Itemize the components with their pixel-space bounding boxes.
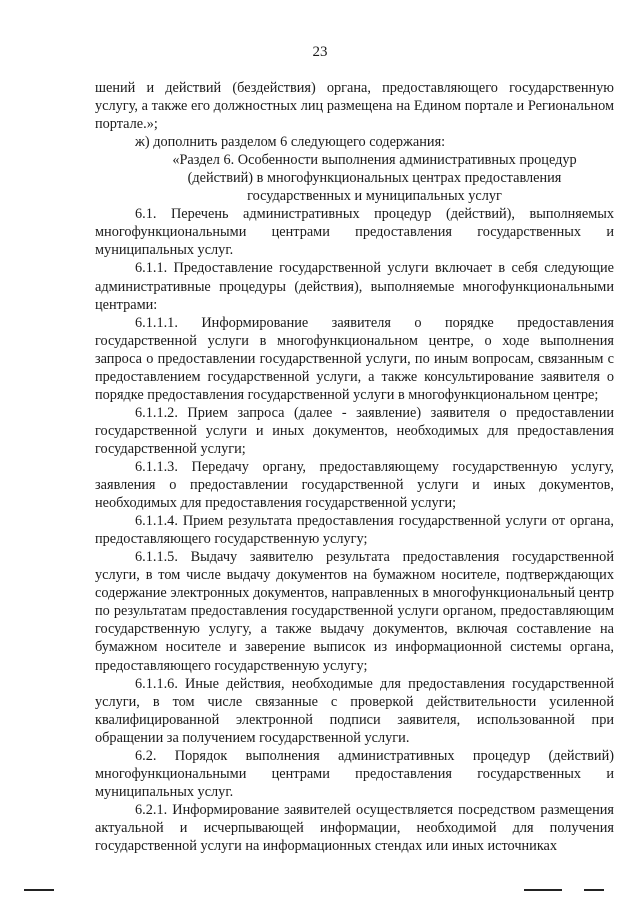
footer-mark-left [24, 889, 54, 891]
paragraph-6-1-1-3: 6.1.1.3. Передачу органу, предоставляющему государственную услугу, заявления о предоставлении государственной услуги и иных документов, необходимых для предоставления государственной услуги; [95, 458, 614, 512]
section-6-heading [95, 151, 614, 205]
paragraph-6-1-1-5: 6.1.1.5. Выдачу заявителю результата предоставления государственной услуги, в том числе выдачу документов на бумажном носителе, подтверждающих содержание электронных документов, направленных в многофункциональный центр по результатам предоставления государственной услуги органом, предоставляющим государственную услугу, а также выдачу документов, включая составление на бумажном носителе и заверение выписок из информационной системы органа, предоставляющего государственную услугу; [95, 549, 614, 674]
paragraph-6-1-1-6: 6.1.1.6. Иные действия, необходимые для предоставления государственной услуги, в том числе связанные с проверкой действительности усиленной квалифицированной электронной подписи заявителя, использованной при обращении за получением государственной услуги. [95, 675, 614, 746]
page-number: 23 [312, 44, 328, 60]
paragraph-6-1-1-1: 6.1.1.1. Информирование заявителя о порядке предоставления государственной услуги в многофункциональном центре, о ходе выполнения запроса о предоставлении государственной услуги, по иным вопросам, связанным с предоставлением государственной услуги, а также консультирование заявителя о порядке предоставления государственной услуги в многофункциональном центре; [95, 314, 614, 403]
paragraph-6-1-1-2: 6.1.1.2. Прием запроса (далее - заявление) заявителя о предоставлении государственной услуги и иных документов, необходимых для предоставления государственной услуги; [95, 404, 614, 457]
paragraph-amendment-g: ж) дополнить разделом 6 следующего содержания: [135, 134, 446, 151]
paragraph-6-1-1-4: 6.1.1.4. Прием результата предоставления государственной услуги от органа, предоставляющего государственную услугу; [95, 513, 614, 548]
paragraph-6-1-1: 6.1.1. Предоставление государственной услуги включает в себя следующие административные процедуры (действия), выполняемые многофункциональными центрами: [95, 260, 614, 313]
footer-mark-right [524, 889, 562, 891]
paragraph-6-1: 6.1. Перечень административных процедур (действий), выполняемых многофункциональными центрами предоставления государственных и муниципальных услуг. [95, 206, 614, 259]
footer-mark-right-small [584, 889, 604, 891]
section-heading-line: «Раздел 6. Особенности выполнения административных процедур [172, 152, 577, 169]
paragraph-6-2: 6.2. Порядок выполнения административных процедур (действий) многофункциональными центрами предоставления государственных и муниципальных услуг. [95, 747, 614, 800]
paragraph-6-2-1: 6.2.1. Информирование заявителей осуществляется посредством размещения актуальной и исчерпывающей информации, необходимой для получения государственной услуги на информационных стендах или иных источниках [95, 801, 614, 854]
section-heading-line: государственных и муниципальных услуг [247, 188, 502, 205]
document-body [95, 79, 614, 855]
section-heading-line: (действий) в многофункциональных центрах предоставления [187, 170, 562, 187]
paragraph-complaint-info-end: шений и действий (бездействия) органа, предоставляющего государственную услугу, а также его должностных лиц размещена на Едином портале и Региональном портале.»; [95, 80, 614, 133]
